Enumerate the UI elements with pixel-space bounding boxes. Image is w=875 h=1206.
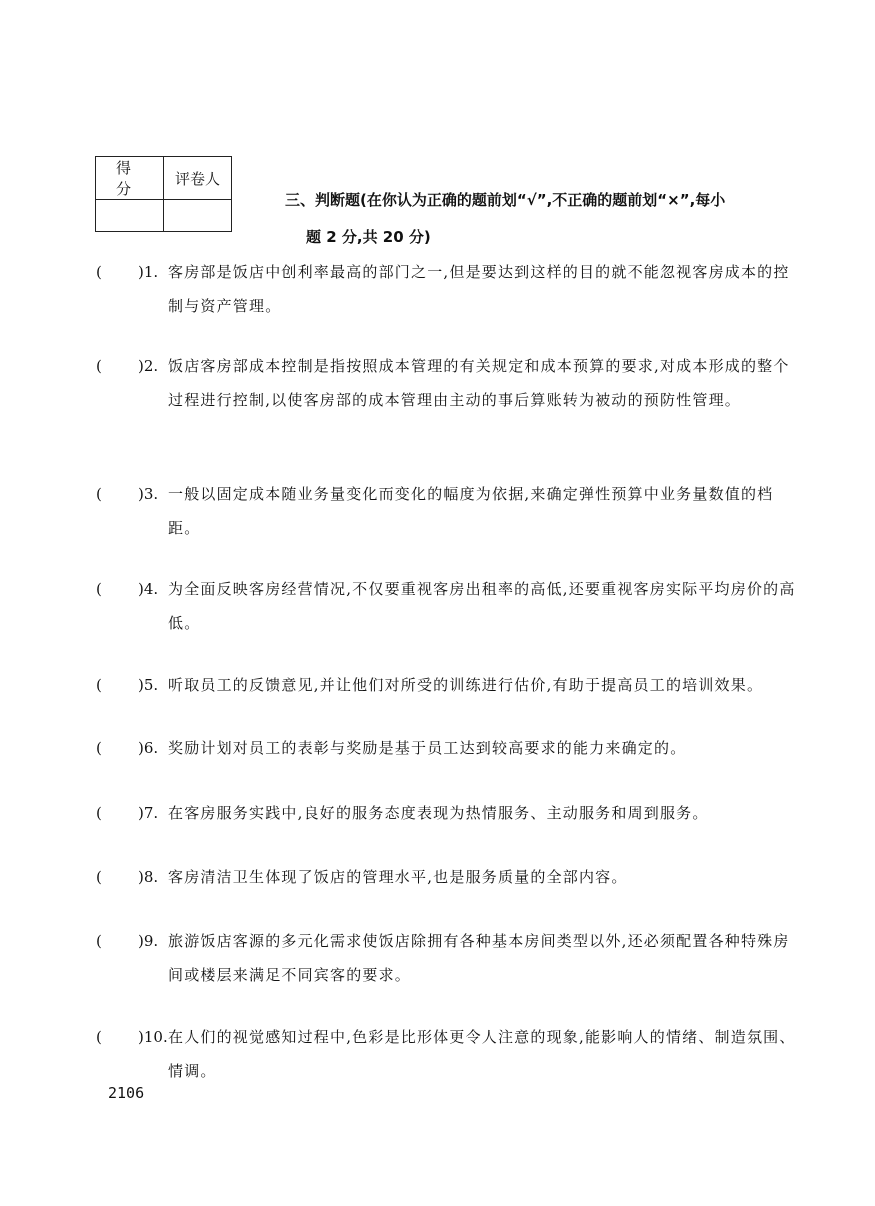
question-text: 为全面反映客房经营情况,不仅要重视客房出租率的高低,还要重视客房实际平均房价的高低。	[168, 580, 796, 632]
answer-blank[interactable]: (	[96, 676, 102, 694]
question-text: 饭店客房部成本控制是指按照成本管理的有关规定和成本预算的要求,对成本形成的整个过程进行控制,以使客房部的成本管理由主动的事后算账转为被动的预防性管理。	[168, 357, 790, 409]
question-item	[96, 572, 796, 640]
question-item	[96, 796, 796, 830]
question-number: )10.	[138, 1028, 168, 1046]
question-item	[96, 349, 796, 417]
question-number: )6.	[138, 739, 159, 757]
question-item	[96, 668, 796, 702]
answer-blank[interactable]: (	[96, 580, 102, 598]
question-item	[96, 477, 796, 545]
question-text: 旅游饭店客源的多元化需求使饭店除拥有各种基本房间类型以外,还必须配置各种特殊房间或楼层来满足不同宾客的要求。	[168, 932, 790, 984]
question-text: 听取员工的反馈意见,并让他们对所受的训练进行估价,有助于提高员工的培训效果。	[168, 676, 764, 694]
score-cell[interactable]	[96, 200, 164, 232]
score-label: 得 分	[96, 157, 164, 200]
section-title-line1: 三、判断题(在你认为正确的题前划“√”,不正确的题前划“×”,每小	[285, 191, 726, 209]
question-text: 在客房服务实践中,良好的服务态度表现为热情服务、主动服务和周到服务。	[168, 804, 709, 822]
question-text: 在人们的视觉感知过程中,色彩是比形体更令人注意的现象,能影响人的情绪、制造氛围、情调。	[168, 1028, 796, 1080]
question-number: )4.	[138, 580, 159, 598]
section-title	[285, 182, 790, 256]
question-item	[96, 1020, 796, 1088]
question-number: )1.	[138, 263, 159, 281]
section-title-line2: 题 2 分,共 20 分)	[306, 228, 431, 246]
question-item	[96, 731, 796, 765]
answer-blank[interactable]: (	[96, 932, 102, 950]
question-number: )7.	[138, 804, 159, 822]
answer-blank[interactable]: (	[96, 357, 102, 375]
grader-cell[interactable]	[164, 200, 232, 232]
answer-blank[interactable]: (	[96, 868, 102, 886]
answer-blank[interactable]: (	[96, 263, 102, 281]
page-code: 2106	[108, 1084, 145, 1102]
question-text: 一般以固定成本随业务量变化而变化的幅度为依据,来确定弹性预算中业务量数值的档距。	[168, 485, 774, 537]
question-number: )9.	[138, 932, 159, 950]
answer-blank[interactable]: (	[96, 1028, 102, 1046]
question-number: )2.	[138, 357, 159, 375]
question-number: )3.	[138, 485, 159, 503]
grader-label: 评卷人	[164, 157, 232, 200]
question-item	[96, 860, 796, 894]
answer-blank[interactable]: (	[96, 485, 102, 503]
question-item	[96, 924, 796, 992]
answer-blank[interactable]: (	[96, 739, 102, 757]
question-number: )5.	[138, 676, 159, 694]
question-text: 客房部是饭店中创利率最高的部门之一,但是要达到这样的目的就不能忽视客房成本的控制与资产管理。	[168, 263, 790, 315]
score-table	[95, 156, 232, 232]
question-text: 客房清洁卫生体现了饭店的管理水平,也是服务质量的全部内容。	[168, 868, 628, 886]
answer-blank[interactable]: (	[96, 804, 102, 822]
question-text: 奖励计划对员工的表彰与奖励是基于员工达到较高要求的能力来确定的。	[168, 739, 687, 757]
question-number: )8.	[138, 868, 159, 886]
question-item	[96, 255, 796, 323]
